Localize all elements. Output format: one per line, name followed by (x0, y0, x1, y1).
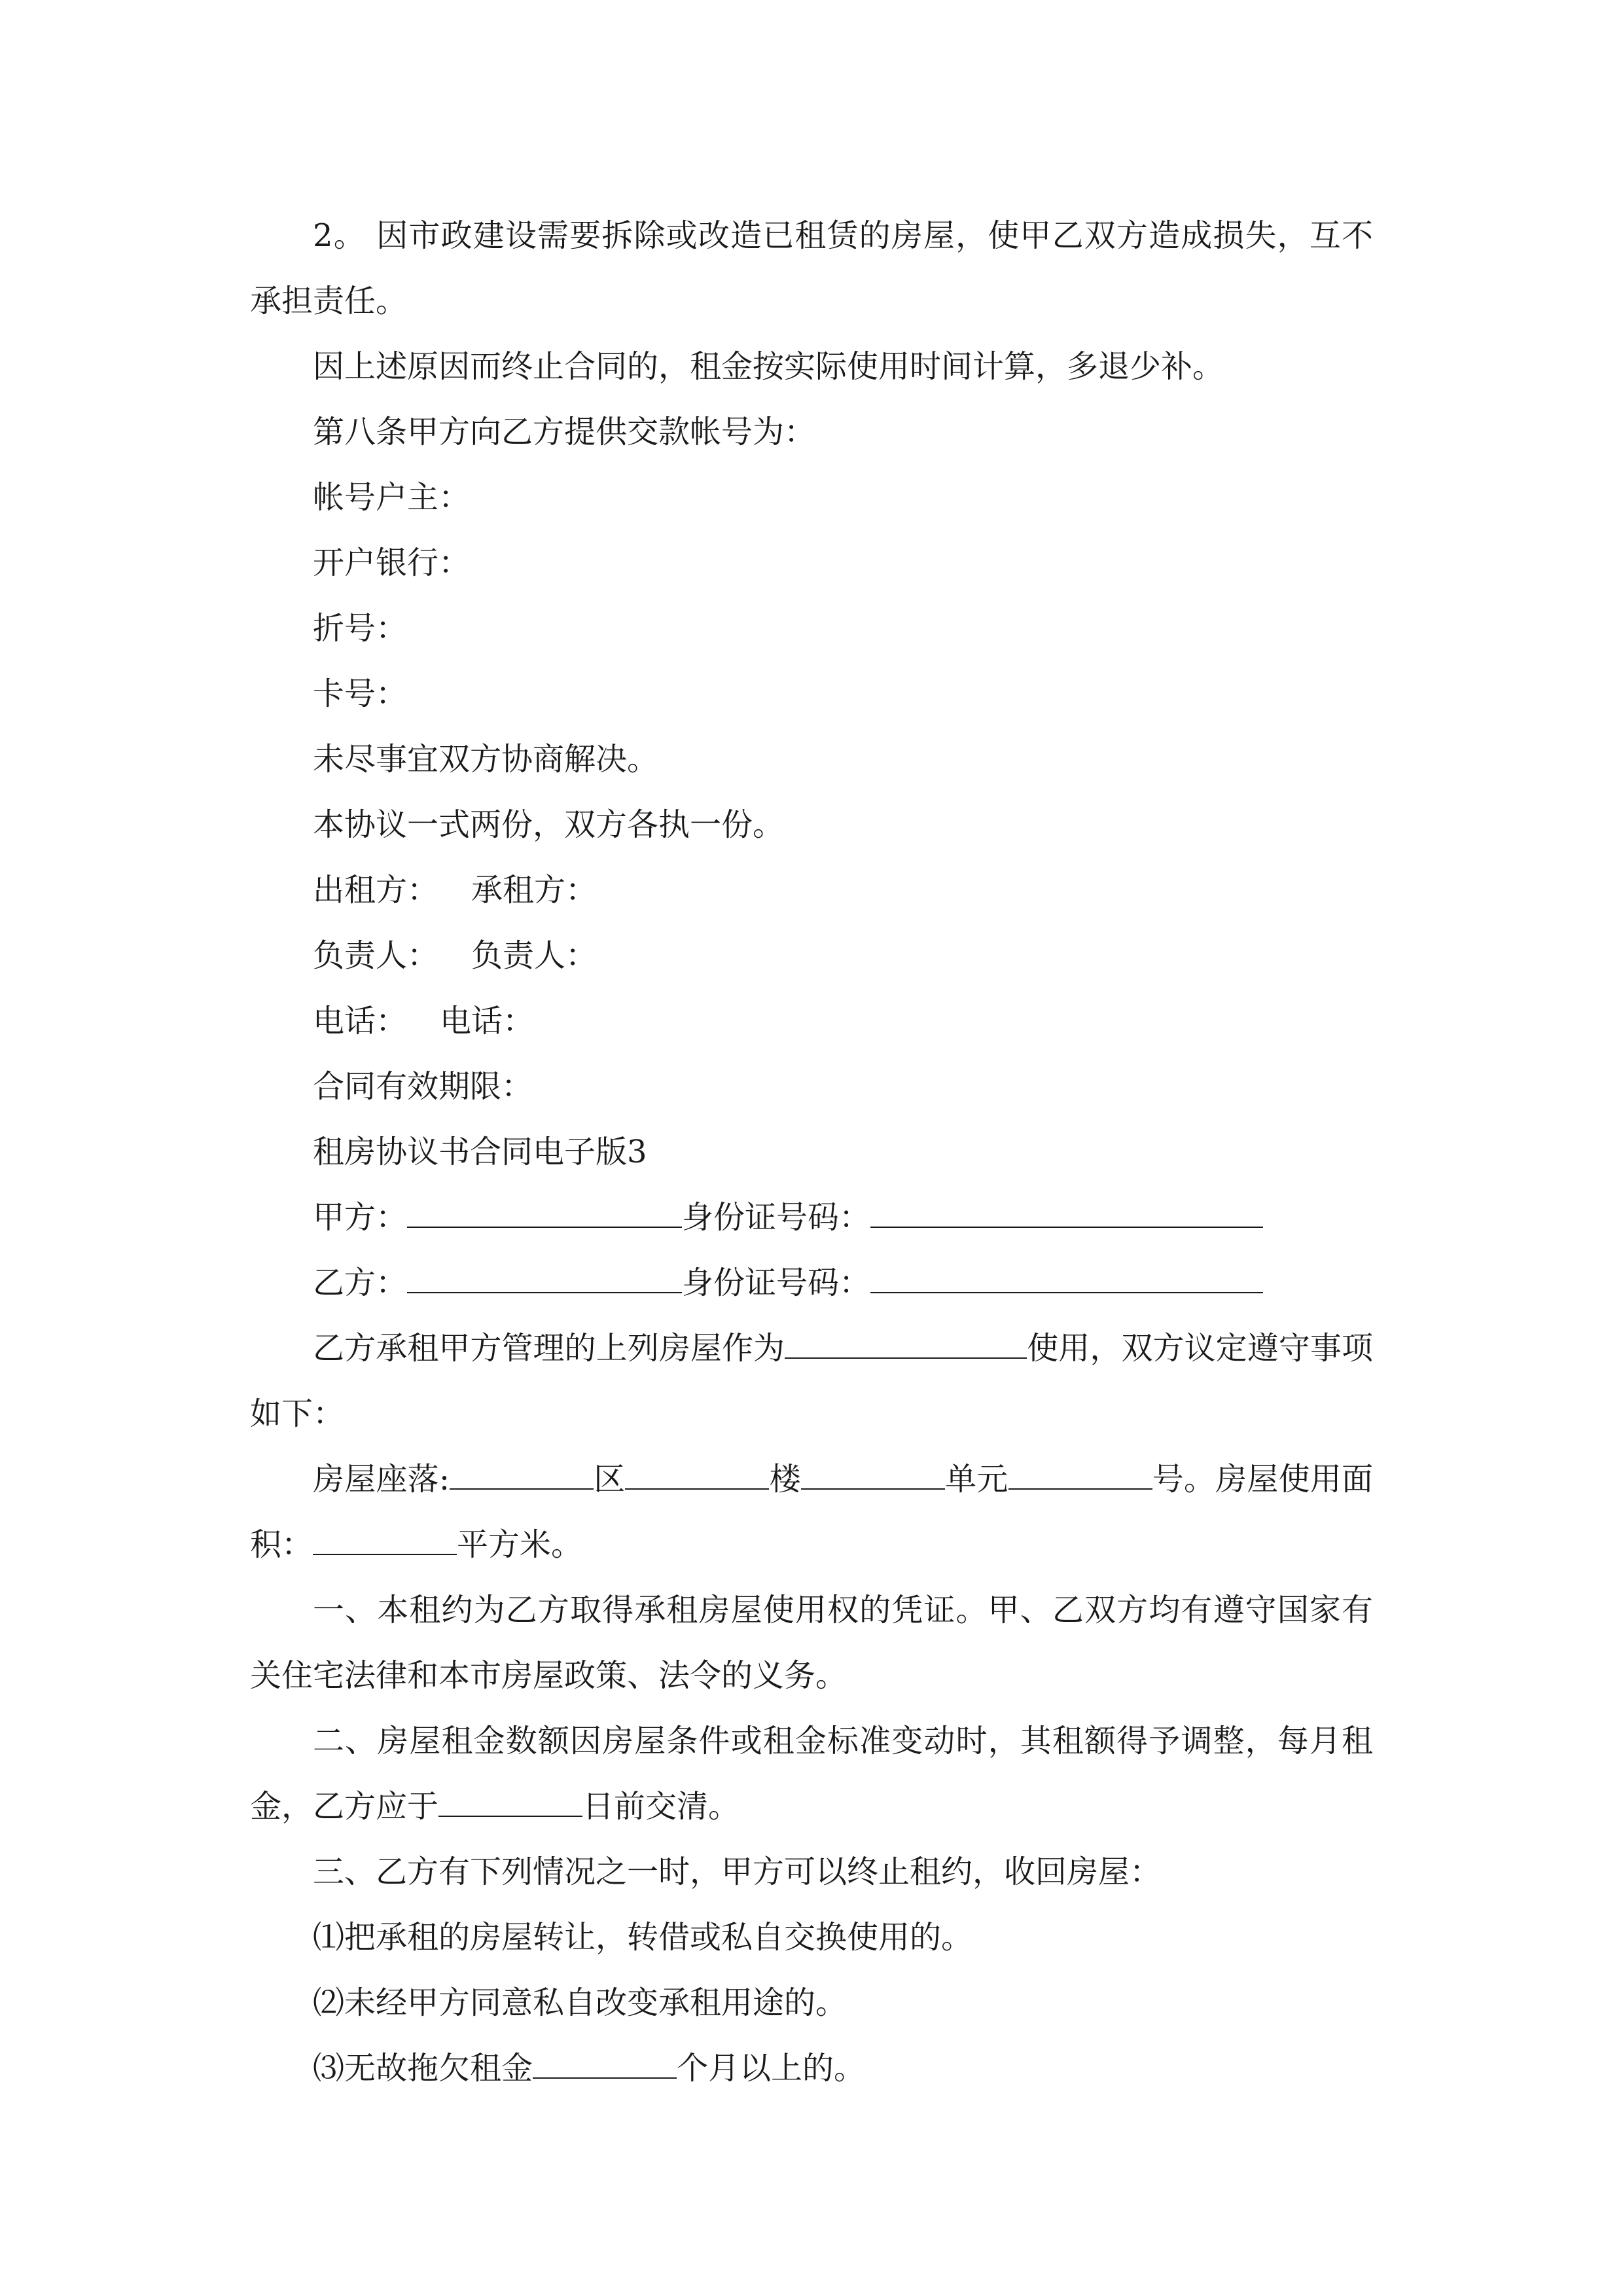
lessor-phone-label: 电话： (313, 1003, 408, 1039)
list-item-3 (250, 2036, 1373, 2101)
area-blank (313, 1528, 457, 1555)
location-label: 房屋座落: (313, 1461, 450, 1498)
usage-blank (785, 1331, 1027, 1359)
rent-text-end: 日前交清。 (582, 1788, 740, 1825)
paragraph-termination-rent: 因上述原因而终止合同的，租金按实际使用时间计算，多退少补。 (313, 348, 1224, 385)
paragraph-unresolved-matters: 未尽事宜双方协商解决。 (313, 741, 659, 778)
party-a-id-blank (870, 1200, 1263, 1228)
field-passbook-number: 折号： (313, 610, 408, 647)
section-title: 租房协议书合同电子版3 (313, 1134, 647, 1170)
lessee-responsible-label: 负责人： (471, 937, 597, 974)
rent-text: 二、房屋租金数额因房屋条件或租金标准变动时，其租额得予调整，每月租金，乙方应于 (250, 1723, 1373, 1825)
area-unit: 平方米。 (457, 1526, 583, 1563)
lessee-label: 承租方： (471, 872, 597, 908)
district-label: 区 (594, 1461, 626, 1498)
party-a-id-label: 身份证号码： (682, 1199, 871, 1236)
party-a-label: 甲方： (313, 1199, 408, 1236)
party-a-line (250, 1185, 1373, 1250)
field-account-holder: 帐号户主： (313, 479, 471, 516)
rent-day-blank (438, 1789, 582, 1817)
lessor-responsible-label: 负责人： (313, 937, 439, 974)
area-label: 号。房屋使用面积： (250, 1461, 1373, 1563)
paragraph-clause-one: 一、本租约为乙方取得承租房屋使用权的凭证。甲、乙双方均有遵守国家有关住宅法律和本市房屋政策、法令的义务。 (250, 1592, 1373, 1694)
unit-label: 单元 (944, 1461, 1008, 1498)
party-b-id-blank (870, 1266, 1263, 1293)
district-blank (450, 1462, 594, 1490)
field-validity-period: 合同有效期限： (313, 1068, 533, 1105)
party-b-label: 乙方： (313, 1265, 408, 1301)
signature-phone-line (250, 988, 1373, 1054)
lessor-label: 出租方： (313, 872, 439, 908)
party-b-name-blank (407, 1266, 682, 1293)
arrears-text-end: 个月以上的。 (677, 2050, 866, 2087)
paragraph-article-8: 第八条甲方向乙方提供交款帐号为： (313, 414, 816, 450)
document-body (250, 203, 1373, 2101)
lessee-phone-label: 电话： (440, 1003, 535, 1039)
arrears-months-blank (533, 2051, 677, 2079)
paragraph-usage (250, 1316, 1373, 1446)
paragraph-location (250, 1446, 1373, 1577)
usage-text-start: 乙方承租甲方管理的上列房屋作为 (313, 1330, 785, 1367)
arrears-text: ⑶无故拖欠租金 (313, 2050, 533, 2087)
building-label: 楼 (769, 1461, 801, 1498)
party-b-line (250, 1250, 1373, 1316)
list-item-1: ⑴把承租的房屋转让，转借或私自交换使用的。 (313, 1919, 973, 1956)
signature-parties-line (250, 857, 1373, 923)
party-a-name-blank (407, 1200, 682, 1228)
paragraph-clause-three: 三、乙方有下列情况之一时，甲方可以终止租约，收回房屋： (313, 1854, 1162, 1890)
party-b-id-label: 身份证号码： (682, 1265, 871, 1301)
usage-text-end: 使用，双方议定遵守事项如下： (250, 1330, 1373, 1432)
unit-blank (801, 1462, 945, 1490)
paragraph-clause-two (250, 1708, 1373, 1839)
signature-responsible-line (250, 923, 1373, 988)
field-bank: 开户银行： (313, 545, 471, 581)
building-blank (625, 1462, 769, 1490)
list-item-2: ⑵未经甲方同意私自改变承租用途的。 (313, 1984, 847, 2021)
number-blank (1008, 1462, 1152, 1490)
paragraph-copies: 本协议一式两份，双方各执一份。 (313, 806, 785, 843)
paragraph-clause-2: 2。 因市政建设需要拆除或改造已租赁的房屋，使甲乙双方造成损失，互不承担责任。 (250, 217, 1373, 319)
field-card-number: 卡号： (313, 675, 408, 712)
